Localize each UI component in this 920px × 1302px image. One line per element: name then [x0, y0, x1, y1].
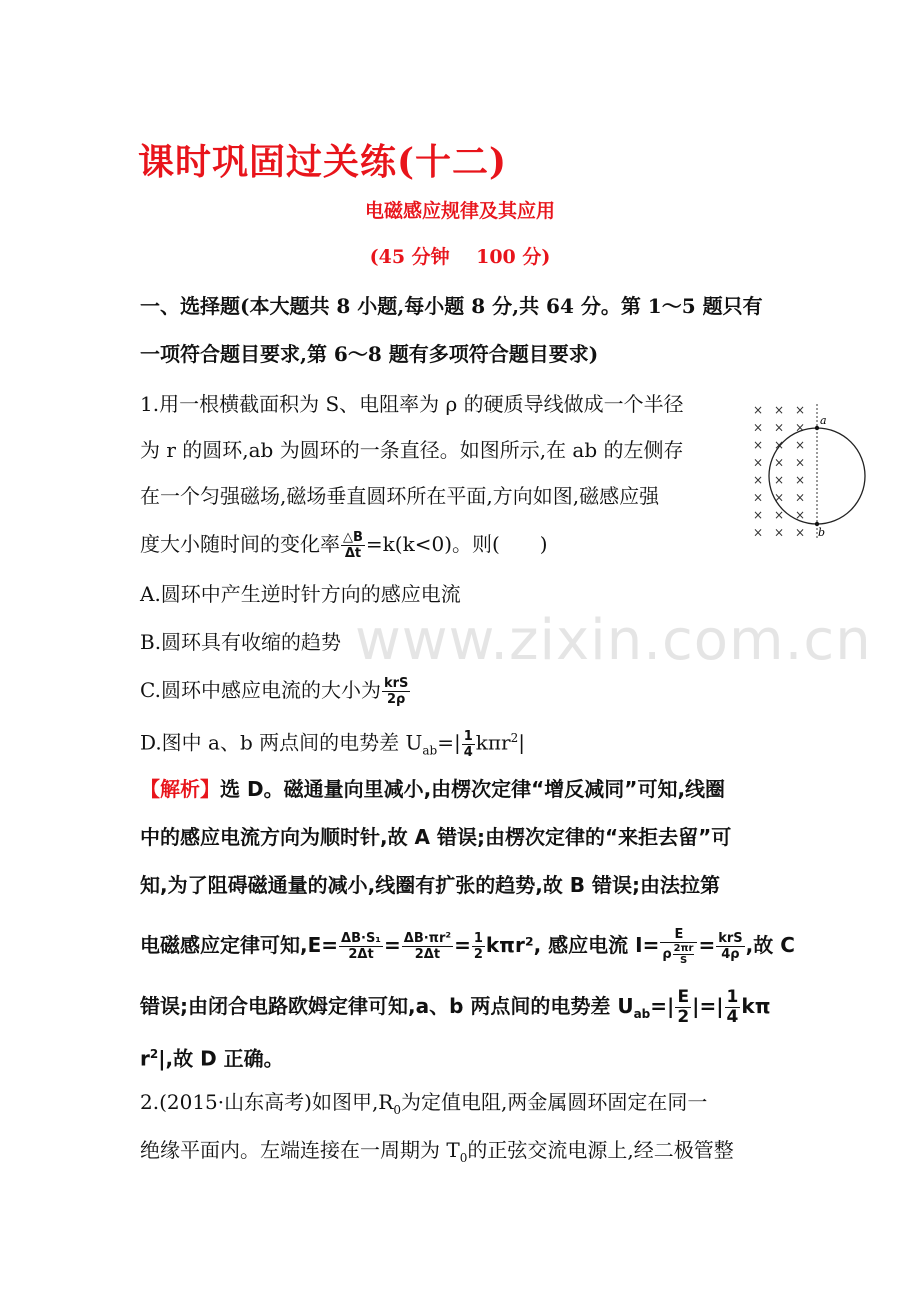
emf-fraction-2 — [402, 931, 453, 962]
inner-den: S — [679, 955, 688, 966]
option-c-fraction — [382, 676, 410, 707]
current-den-rho: ρ — [662, 947, 672, 962]
option-c-text: C.圆环中感应电流的大小为 — [140, 678, 381, 702]
analysis-line-5-text: 错误;由闭合电路欧姆定律可知,a、b 两点间的电势差 U — [140, 994, 634, 1018]
field-cross: × — [773, 438, 785, 452]
option-a: A.圆环中产生逆时针方向的感应电流 — [140, 582, 461, 606]
emf-fraction-1 — [339, 931, 383, 962]
rate-numerator: △B — [343, 530, 363, 545]
q1-line-4-text: 度大小随时间的变化率 — [140, 532, 340, 556]
analysis-line-4-text: 电磁感应定律可知,E= — [140, 933, 339, 957]
r0-sub: 0 — [393, 1103, 401, 1117]
analysis-line-3: 知,为了阻碍磁通量的减小,线圈有扩张的趋势,故 B 错误;由法拉第 — [140, 873, 720, 897]
rate-denominator: Δt — [344, 546, 362, 561]
analysis-line-4 — [140, 927, 795, 966]
t0-sub: 0 — [459, 1151, 468, 1165]
rate-fraction — [341, 530, 365, 561]
option-d-text: D.图中 a、b 两点间的电势差 U — [140, 730, 423, 755]
field-cross: × — [773, 420, 785, 435]
q1-line-3: 在一个匀强磁场,磁场垂直圆环所在平面,方向如图,磁感应强 — [140, 484, 660, 508]
analysis-line-1 — [140, 775, 725, 803]
option-d-numerator: 1 — [463, 728, 473, 744]
emf-fraction-1-num: ΔB·S₁ — [341, 931, 381, 946]
analysis-line-4-tail: ,故 C — [745, 933, 795, 957]
q2-line-2-text: 绝缘平面内。左端连接在一周期为 T — [140, 1138, 460, 1162]
point-a — [815, 426, 819, 430]
field-cross: × — [794, 455, 806, 470]
q1-line-4-tail: =k(k<0)。则( ) — [365, 532, 548, 556]
page-subtitle: 电磁感应规律及其应用 — [364, 200, 555, 222]
analysis-line-5 — [140, 988, 771, 1028]
equals-1: = — [384, 933, 401, 957]
field-cross: × — [773, 473, 785, 487]
equals-2: = — [454, 933, 471, 957]
current-den — [660, 943, 697, 966]
label-a: a — [820, 414, 827, 427]
option-d-sup: 2 — [510, 731, 519, 745]
analysis-tag: 【解析】 — [140, 777, 220, 801]
field-cross: × — [794, 420, 806, 435]
half-den: 2 — [473, 947, 483, 962]
q1-line-4 — [140, 530, 548, 561]
analysis-line-1-text: 选 D。磁通量向里减小,由楞次定律“增反减同”可知,线圈 — [220, 777, 726, 801]
abs-mid: |=| — [692, 994, 724, 1018]
watermark: www.zixin.com.cn — [355, 608, 872, 673]
field-cross: × — [794, 525, 806, 540]
option-d-abs-close: | — [518, 730, 525, 755]
current-fraction — [660, 927, 697, 966]
e-half-fraction — [675, 988, 691, 1027]
field-cross: × — [752, 508, 764, 522]
q2-line-1-text: 2.(2015·山东高考)如图甲,R — [140, 1090, 394, 1114]
half-num: 1 — [473, 931, 483, 946]
field-cross: × — [752, 525, 764, 540]
emf-fraction-2-den: 2Δt — [414, 947, 441, 962]
field-cross: × — [752, 438, 764, 452]
label-b: b — [818, 526, 826, 539]
current-den-inner-fraction — [673, 943, 695, 966]
option-d-abs-open: =| — [437, 730, 461, 755]
option-d — [140, 724, 525, 765]
emf-fraction-2-num: ΔB·πr² — [403, 931, 452, 946]
r-sup: 2 — [149, 1047, 159, 1061]
section-heading-line-2: 一项符合题目要求,第 6～8 题有多项符合题目要求) — [140, 342, 599, 366]
half-fraction — [472, 931, 485, 962]
analysis-line-2: 中的感应电流方向为顺时针,故 A 错误;由楞次定律的“来拒去留”可 — [140, 825, 732, 849]
analysis-line-5-tail: kπ — [741, 994, 771, 1018]
inner-num: 2πr — [673, 943, 694, 954]
field-cross: × — [773, 455, 785, 470]
field-cross: × — [773, 403, 785, 417]
option-d-sub: ab — [422, 743, 438, 758]
equals-3: = — [698, 933, 716, 957]
e-half-num: E — [675, 988, 691, 1008]
q2-line-1 — [140, 1088, 707, 1124]
ring-field-figure — [748, 400, 866, 542]
abs-open: =| — [650, 994, 675, 1018]
emf-fraction-1-den: 2Δt — [348, 947, 374, 962]
page-title: 课时巩固过关练(十二) — [138, 141, 508, 183]
analysis-line-4-mid: kπr², 感应电流 I= — [485, 933, 660, 957]
field-cross: × — [794, 508, 806, 522]
option-c — [140, 676, 411, 707]
field-cross: × — [794, 490, 806, 505]
q2-line-2-tail: 的正弦交流电源上,经二极管整 — [467, 1138, 734, 1162]
field-cross: × — [773, 508, 785, 522]
uab-sub: ab — [633, 1007, 651, 1021]
r-symbol: r — [140, 1046, 150, 1071]
quarter-den: 4 — [726, 1007, 739, 1027]
field-cross: × — [773, 525, 785, 540]
current-result-den: 4ρ — [721, 947, 740, 962]
current-num: E — [660, 927, 697, 943]
option-c-denominator: 2ρ — [386, 692, 406, 707]
current-result-fraction — [716, 931, 744, 962]
field-cross: × — [773, 490, 785, 505]
q2-line-2 — [140, 1136, 734, 1172]
field-cross: × — [794, 403, 806, 417]
field-cross: × — [752, 473, 764, 487]
q1-line-2: 为 r 的圆环,ab 为圆环的一条直径。如图所示,在 ab 的左侧存 — [140, 438, 684, 462]
option-b: B.圆环具有收缩的趋势 — [140, 630, 342, 654]
analysis-line-6 — [140, 1040, 284, 1073]
q2-line-1-tail: 为定值电阻,两金属圆环固定在同一 — [401, 1090, 708, 1114]
q1-line-1: 1.用一根横截面积为 S、电阻率为 ρ 的硬质导线做成一个半径 — [140, 392, 684, 416]
quarter-fraction — [725, 988, 741, 1027]
analysis-line-6-text: |,故 D 正确。 — [158, 1046, 284, 1071]
section-heading-line-1: 一、选择题(本大题共 8 小题,每小题 8 分,共 64 分。第 1～5 题只有 — [140, 294, 763, 318]
time-score-info: (45 分钟 100 分) — [369, 246, 551, 268]
field-cross: × — [752, 455, 764, 470]
option-d-denominator: 4 — [463, 744, 473, 760]
quarter-num: 1 — [726, 987, 739, 1007]
field-cross: × — [794, 473, 806, 487]
option-d-expr: kπr — [475, 730, 511, 755]
e-half-den: 2 — [677, 1007, 690, 1027]
field-cross: × — [752, 420, 764, 435]
field-cross: × — [752, 403, 764, 417]
field-cross: × — [752, 490, 764, 505]
option-d-fraction — [462, 729, 475, 760]
option-c-numerator: krS — [383, 676, 409, 691]
field-cross: × — [794, 438, 806, 452]
current-result-num: krS — [718, 931, 743, 946]
